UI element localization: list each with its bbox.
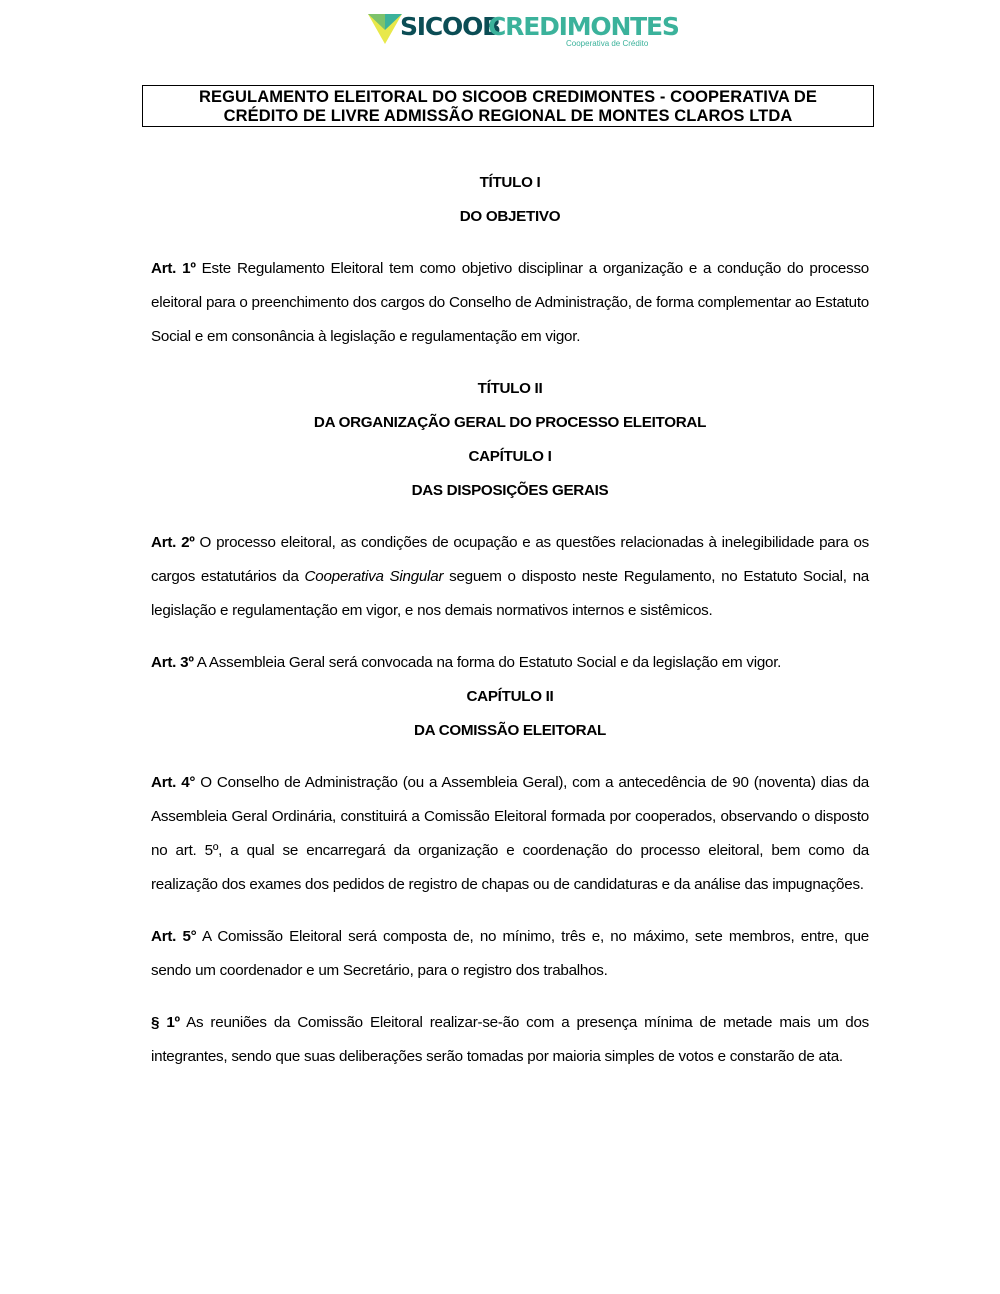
document-title-line2: CRÉDITO DE LIVRE ADMISSÃO REGIONAL DE MONTES CLAROS LTDA bbox=[223, 107, 793, 125]
titulo-2-heading: TÍTULO II bbox=[477, 380, 543, 397]
logo-triangle-icon bbox=[368, 12, 402, 46]
article-5-text: A Comissão Eleitoral será composta de, no mínimo, três e, no máximo, sete membros, entre, que sendo um coordenador e um Secretário, para o registro dos trabalhos. bbox=[151, 928, 869, 979]
document-title-line1: REGULAMENTO ELEITORAL DO SICOOB CREDIMONTES - COOPERATIVA DE bbox=[198, 88, 818, 106]
titulo-1-name: DO OBJETIVO bbox=[459, 208, 561, 225]
article-1-text: Este Regulamento Eleitoral tem como objetivo disciplinar a organização e a condução do processo eleitoral para o preenchimento dos cargos do Conselho de Administração, de forma complementar ao Estatuto Social e em consonância à legislação e regulamentação em vigor. bbox=[151, 260, 869, 345]
article-2-label: Art. 2º bbox=[151, 534, 195, 551]
logo-brand-credimontes: CREDIMONTES bbox=[488, 12, 679, 41]
article-2 bbox=[151, 526, 869, 628]
paragraph-1-text: As reuniões da Comissão Eleitoral realizar-se-ão com a presença mínima de metade mais um dos integrantes, sendo que suas deliberações serão tomadas por maioria simples de votos e constarão de ata. bbox=[151, 1014, 869, 1065]
paragraph-1-label: § 1º bbox=[151, 1014, 180, 1031]
article-4-text: O Conselho de Administração (ou a Assembleia Geral), com a antecedência de 90 (noventa) dias da Assembleia Geral Ordinária, constituirá a Comissão Eleitoral formada por cooperados, observando o disposto no art. 5º, a qual se encarregará da organização e coordenação do processo eleitoral, bem como da realização dos exames dos pedidos de registro de chapas ou de candidaturas e da análise das impugnações. bbox=[151, 774, 869, 893]
titulo-2-name: DA ORGANIZAÇÃO GERAL DO PROCESSO ELEITORAL bbox=[313, 414, 707, 431]
spacer bbox=[151, 354, 869, 372]
spacer bbox=[151, 988, 869, 1006]
paragraph-1 bbox=[151, 1006, 869, 1074]
logo-subtitle: Cooperativa de Crédito bbox=[566, 39, 649, 48]
article-4-label: Art. 4° bbox=[151, 774, 196, 791]
article-2-italic: Cooperativa Singular bbox=[304, 568, 444, 585]
article-3-text: A Assembleia Geral será convocada na forma do Estatuto Social e da legislação em vigor. bbox=[193, 654, 782, 671]
document-body bbox=[151, 166, 869, 1074]
spacer bbox=[151, 508, 869, 526]
article-1 bbox=[151, 252, 869, 354]
article-5 bbox=[151, 920, 869, 988]
capitulo-2-name: DA COMISSÃO ELEITORAL bbox=[414, 722, 606, 739]
logo-brand-sicoob: SICOOB bbox=[400, 12, 501, 41]
titulo-1-heading: TÍTULO I bbox=[479, 174, 541, 191]
article-2-text-after: seguem o disposto neste Regulamento, no Estatuto Social, na legislação e regulamentação em vigor, e nos demais normativos internos e sistêmicos. bbox=[151, 568, 869, 619]
article-1-label: Art. 1º bbox=[151, 260, 196, 277]
article-3 bbox=[151, 646, 869, 680]
spacer bbox=[151, 902, 869, 920]
article-3-label: Art. 3º bbox=[151, 654, 194, 671]
spacer bbox=[151, 748, 869, 766]
spacer bbox=[151, 628, 869, 646]
article-2-text-before: O processo eleitoral, as condições de ocupação e as questões relacionadas à inelegibilidade para os cargos estatutários da bbox=[151, 534, 869, 585]
article-4 bbox=[151, 766, 869, 902]
article-5-label: Art. 5° bbox=[151, 928, 197, 945]
document-title-box bbox=[142, 85, 874, 127]
capitulo-2-heading: CAPÍTULO II bbox=[466, 688, 554, 705]
spacer bbox=[151, 234, 869, 252]
sicoob-credimontes-logo bbox=[368, 10, 679, 50]
capitulo-1-name: DAS DISPOSIÇÕES GERAIS bbox=[411, 482, 609, 499]
capitulo-1-heading: CAPÍTULO I bbox=[468, 448, 552, 465]
